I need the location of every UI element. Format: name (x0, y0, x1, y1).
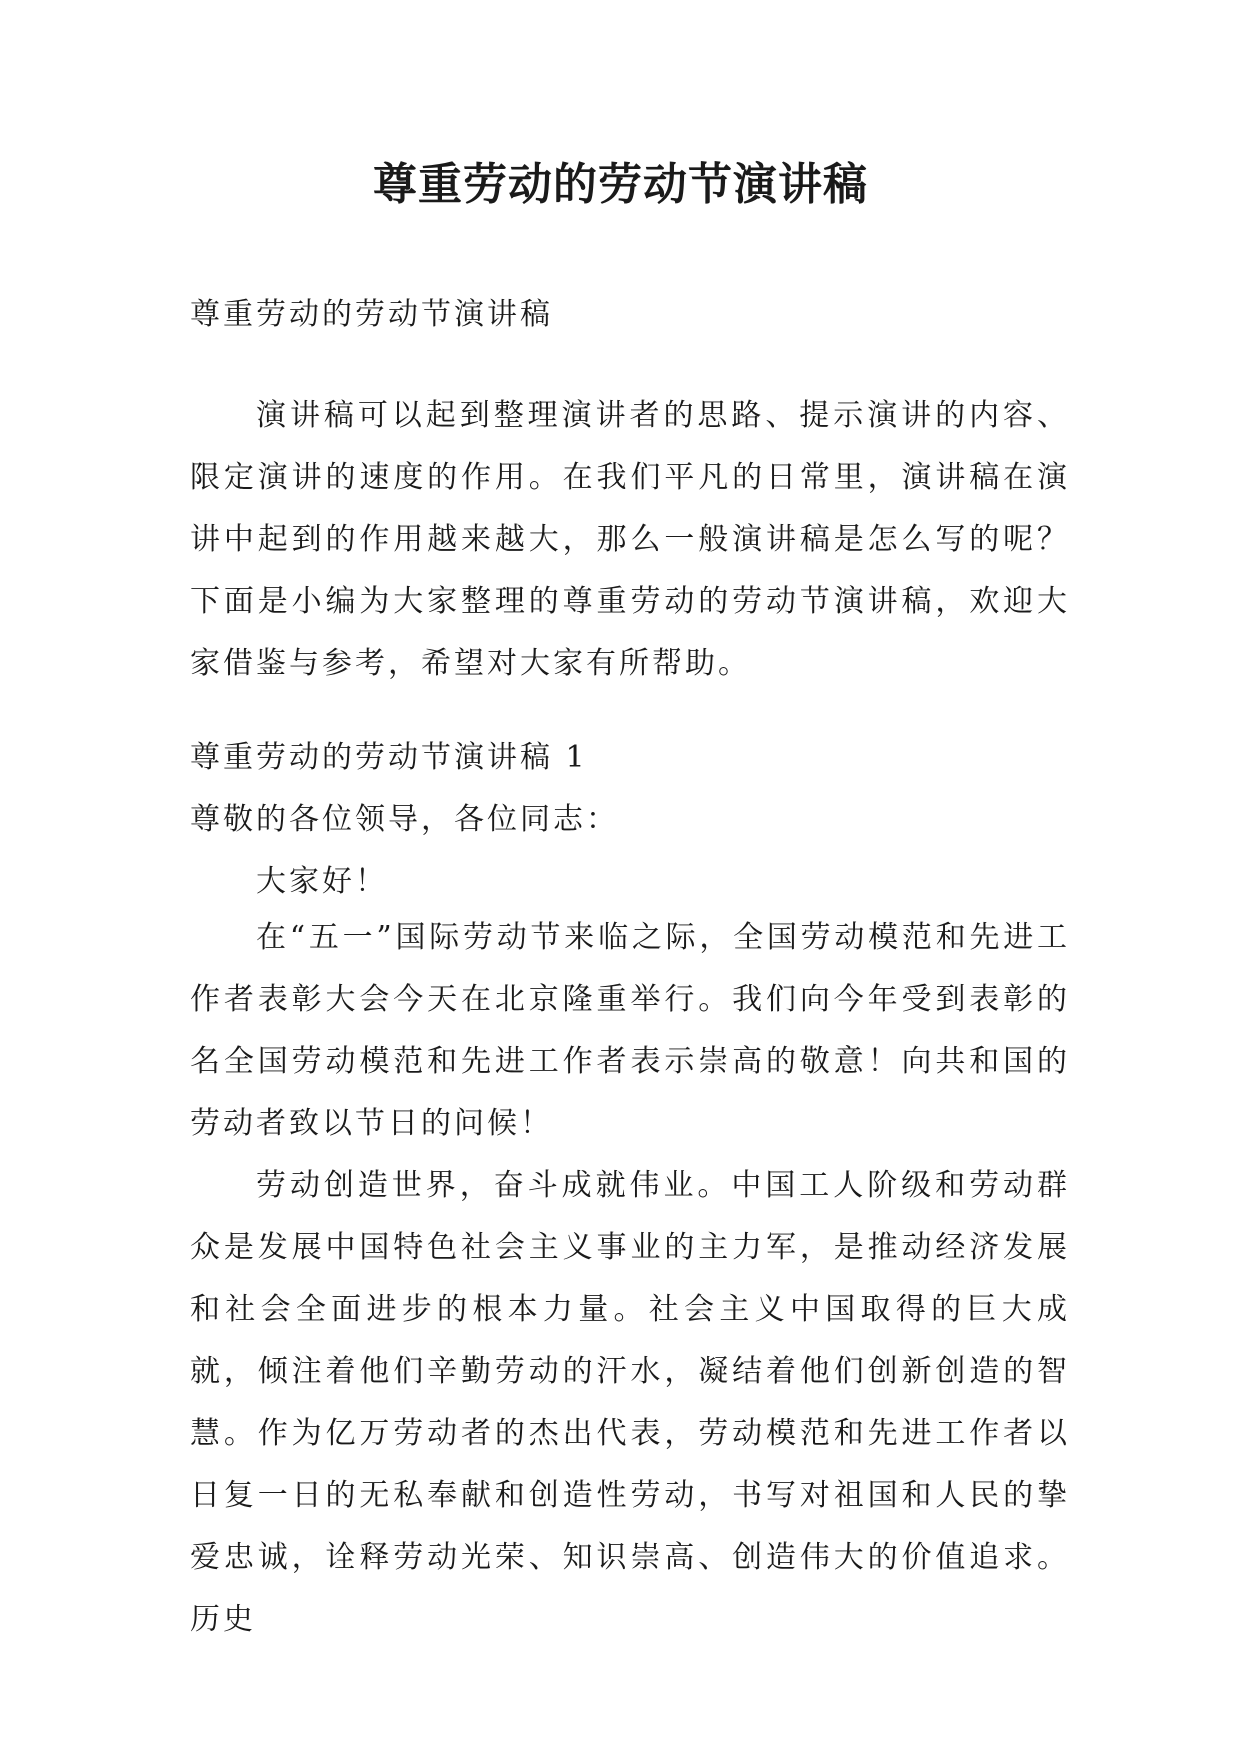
document-title: 尊重劳动的劳动节演讲稿 (373, 159, 868, 210)
intro-paragraph: 演讲稿可以起到整理演讲者的思路、提示演讲的内容、限定演讲的速度的作用。在我们平凡的日常里，演讲稿在演讲中起到的作用越来越大，那么一般演讲稿是怎么写的呢？下面是小编为大家整理的尊重劳动的劳动节演讲稿，欢迎大家借鉴与参考，希望对大家有所帮助。 (190, 398, 1070, 681)
greeting: 大家好！ (256, 864, 388, 899)
salutation: 尊敬的各位领导，各位同志： (190, 802, 619, 837)
document-subtitle: 尊重劳动的劳动节演讲稿 (190, 297, 553, 332)
document-body (190, 290, 1070, 1651)
section-heading: 尊重劳动的劳动节演讲稿 1 (190, 740, 588, 775)
body-paragraph-2: 劳动创造世界，奋斗成就伟业。中国工人阶级和劳动群众是发展中国特色社会主义事业的主力军，是推动经济发展和社会全面进步的根本力量。社会主义中国取得的巨大成就，倾注着他们辛勤劳动的汗水，凝结着他们创新创造的智慧。作为亿万劳动者的杰出代表，劳动模范和先进工作者以日复一日的无私奉献和创造性劳动，书写对祖国和人民的挚爱忠诚，诠释劳动光荣、知识崇高、创造伟大的价值追求。历史 (190, 1168, 1070, 1637)
body-paragraph-1: 在“五一”国际劳动节来临之际，全国劳动模范和先进工作者表彰大会今天在北京隆重举行。我们向今年受到表彰的名全国劳动模范和先进工作者表示崇高的敬意！向共和国的劳动者致以节日的问候！ (190, 920, 1070, 1141)
